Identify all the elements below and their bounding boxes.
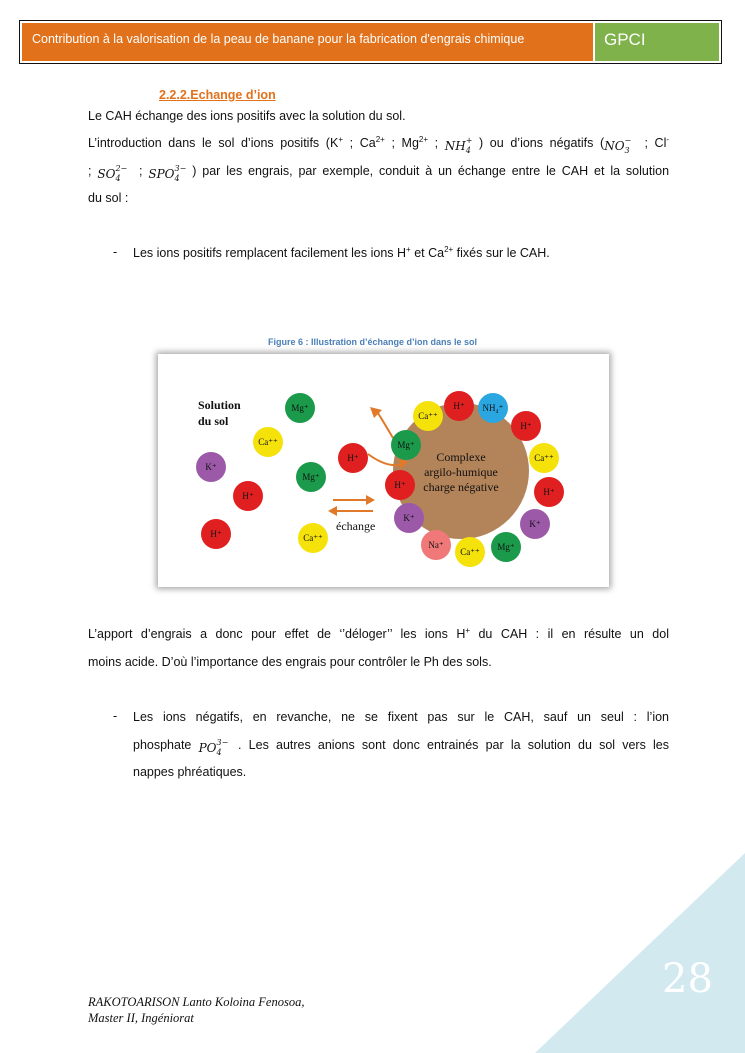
arrow-right-head <box>366 495 375 505</box>
svg-text:Mg⁺: Mg⁺ <box>302 472 320 482</box>
paragraph-2-line-2: ; SO 2− 4 ; SPO 3− 4 ) par les engrais, par exemple, conduit à un échange entre le CAH et la solution <box>88 164 670 183</box>
ion-so4: SO 2− 4 <box>97 164 128 183</box>
svg-text:H⁺: H⁺ <box>520 421 532 431</box>
svg-text:Ca⁺⁺: Ca⁺⁺ <box>460 547 480 557</box>
paragraph-3-line-2: moins acide. D’où l’importance des engrais pour contrôler le Ph des sols. <box>88 655 492 669</box>
paragraph-1: Le CAH échange des ions positifs avec la solution du sol. <box>88 109 406 123</box>
svg-text:K⁺: K⁺ <box>529 519 541 529</box>
bullet-2-line-2: phosphate PO 3− 4 . Les autres anions sont donc entrainés par la solution du sol vers les <box>133 738 669 757</box>
ion-po4: PO 3− 4 <box>198 738 229 757</box>
solution-label-2: du sol <box>198 414 229 428</box>
svg-text:H⁺: H⁺ <box>210 529 222 539</box>
svg-text:K⁺: K⁺ <box>205 462 217 472</box>
header-title: Contribution à la valorisation de la peau de banane pour la fabrication d'engrais chimique <box>22 23 593 61</box>
paragraph-2-line-3: du sol : <box>88 191 129 205</box>
svg-text:K⁺: K⁺ <box>403 513 415 523</box>
complex-label-2: argilo-humique <box>424 465 498 479</box>
svg-text:H⁺: H⁺ <box>394 480 406 490</box>
svg-text:Mg⁺: Mg⁺ <box>397 440 415 450</box>
corner-decoration <box>535 853 745 1053</box>
ion-exchange-diagram <box>158 354 609 587</box>
bullet-dash-2: - <box>113 709 118 723</box>
exchange-label: échange <box>336 519 376 533</box>
page-header <box>19 20 722 64</box>
svg-text:H⁺: H⁺ <box>543 487 555 497</box>
svg-text:Mg⁺: Mg⁺ <box>497 542 515 552</box>
header-code: GPCI <box>595 23 719 61</box>
ion-exchange-figure <box>158 354 609 587</box>
svg-text:Ca⁺⁺: Ca⁺⁺ <box>258 437 278 447</box>
footer-degree: Master II, Ingéniorat <box>88 1011 194 1025</box>
svg-text:Ca⁺⁺: Ca⁺⁺ <box>534 453 554 463</box>
section-title: 2.2.2.Echange d’ion <box>159 88 276 102</box>
complex-label-1: Complexe <box>436 450 486 464</box>
svg-text:H⁺: H⁺ <box>453 401 465 411</box>
solution-label-1: Solution <box>198 398 241 412</box>
complex-label-3: charge négative <box>423 480 499 494</box>
paragraph-2-line-1: L’introduction dans le sol d’ions positifs (K+ ; $Ca^{2+}$ ; $Mg^{2+}$ ; NH + 4 ) ou d’ions négatifs (NO − 3 ; Cl- <box>88 134 670 155</box>
ion-spo4: SPO 3− 4 <box>148 164 187 183</box>
svg-text:NH₄⁺: NH₄⁺ <box>482 403 504 413</box>
svg-text:Ca⁺⁺: Ca⁺⁺ <box>303 533 323 543</box>
svg-text:Mg⁺: Mg⁺ <box>291 403 309 413</box>
bullet-dash-1: - <box>113 245 118 259</box>
ion-no3: NO − 3 <box>604 136 632 155</box>
svg-text:Ca⁺⁺: Ca⁺⁺ <box>418 411 438 421</box>
svg-text:Na⁺: Na⁺ <box>428 540 444 550</box>
arrow-left-head <box>328 506 337 516</box>
svg-text:H⁺: H⁺ <box>347 453 359 463</box>
bullet-1-text: Les ions positifs remplacent facilement les ions H+ et $Ca^{2+}$ fixés sur le CAH. <box>133 244 550 260</box>
bullet-2-line-3: nappes phréatiques. <box>133 765 247 779</box>
svg-text:H⁺: H⁺ <box>242 491 254 501</box>
figure-caption: Figure 6 : Illustration d’échange d’ion dans le sol <box>267 337 478 347</box>
page-number: 28 <box>662 956 713 1002</box>
arrow-up <box>376 410 393 438</box>
footer-author: RAKOTOARISON Lanto Koloina Fenosoa, <box>88 995 305 1009</box>
bullet-2-line-1: Les ions négatifs, en revanche, ne se fixent pas sur le CAH, sauf un seul : l’ion <box>133 710 669 724</box>
paragraph-3-line-1: L’apport d’engrais a donc pour effet de ‘’déloger’’ les ions H+ du CAH : il en résulte un dol <box>88 625 669 641</box>
ion-nh4: NH + 4 <box>444 136 473 155</box>
